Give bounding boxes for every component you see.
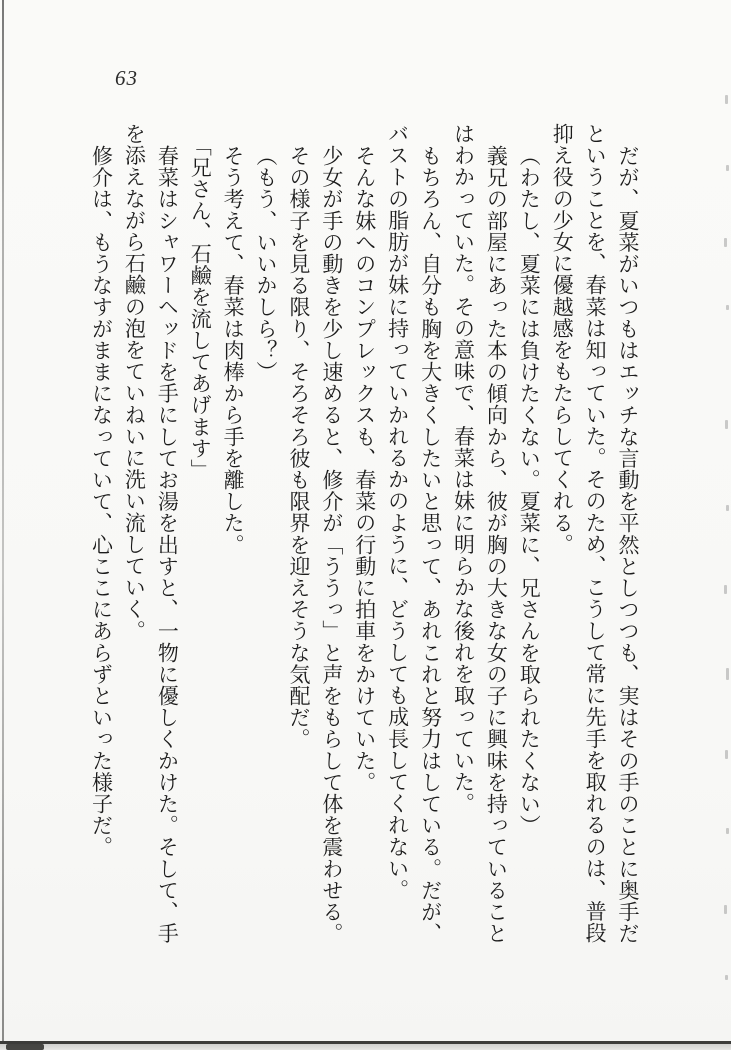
page-number: 63 bbox=[115, 66, 138, 90]
scan-edge-left bbox=[2, 0, 4, 1042]
scan-speck bbox=[725, 750, 728, 759]
text-line: 「兄さん、石鹼を流してあげます」 bbox=[188, 135, 213, 481]
text-line: そう考えて、春菜は肉棒から手を離した。 bbox=[221, 145, 246, 556]
scan-speck bbox=[725, 975, 728, 980]
scan-speck bbox=[726, 305, 729, 310]
text-line: バストの脂肪が妹に持っていかれるかのように、どうしても成長してくれない。 bbox=[385, 123, 410, 901]
text-line: もちろん、自分も胸を大きくしたいと思って、あれこれと努力はしている。だが、 bbox=[418, 145, 443, 945]
scan-speck bbox=[724, 905, 727, 914]
text-line: 義兄の部屋にあった本の傾向から、彼が胸の大きな女の子に興味を持っていること bbox=[484, 145, 509, 945]
text-line: （わたし、夏菜には負けたくない。夏菜に、兄さんを取られたくない） bbox=[517, 145, 542, 837]
scan-speck bbox=[726, 165, 729, 171]
text-line: その様子を見る限り、そろそろ彼も限界を迎えそうな気配だ。 bbox=[286, 145, 311, 750]
text-line: を添えながら石鹼の泡をていねいに洗い流していく。 bbox=[122, 123, 147, 642]
scan-speck bbox=[726, 668, 729, 680]
text-line: 修介は、もうなすがままになっていて、心ここにあらずといった様子だ。 bbox=[89, 145, 114, 858]
scan-speck bbox=[725, 95, 728, 104]
scan-speck bbox=[726, 828, 729, 834]
text-line: 春菜はシャワーヘッドを手にしてお湯を出すと、一物に優しくかけた。そして、手 bbox=[155, 145, 180, 945]
text-line: はわかっていた。その意味で、春菜は妹に明らかな後れを取っていた。 bbox=[451, 123, 476, 815]
scan-corner-blob bbox=[6, 1044, 44, 1050]
vertical-text-block bbox=[82, 123, 644, 953]
text-line: 抑え役の少女に優越感をもたらしてくれる。 bbox=[550, 123, 575, 555]
scan-edge-bottom-shadow bbox=[0, 1044, 731, 1050]
text-line: 少女が手の動きを少し速めると、修介が「ううっ」と声をもらして体を震わせる。 bbox=[319, 145, 344, 945]
text-line: だが、夏菜がいつもはエッチな言動を平然としつつも、実はその手のことに奥手だ bbox=[616, 145, 640, 945]
scan-speck bbox=[725, 420, 728, 429]
text-line: ということを、春菜は知っていた。そのため、こうして常に先手を取れるのは、普段 bbox=[583, 123, 608, 944]
text-line: そんな妹へのコンプレックスも、春菜の行動に拍車をかけていた。 bbox=[352, 145, 377, 793]
scan-speck bbox=[724, 238, 727, 247]
scan-speck bbox=[724, 585, 727, 594]
scan-speck bbox=[726, 505, 729, 511]
text-line: （もう、いいかしら？） bbox=[254, 145, 279, 383]
